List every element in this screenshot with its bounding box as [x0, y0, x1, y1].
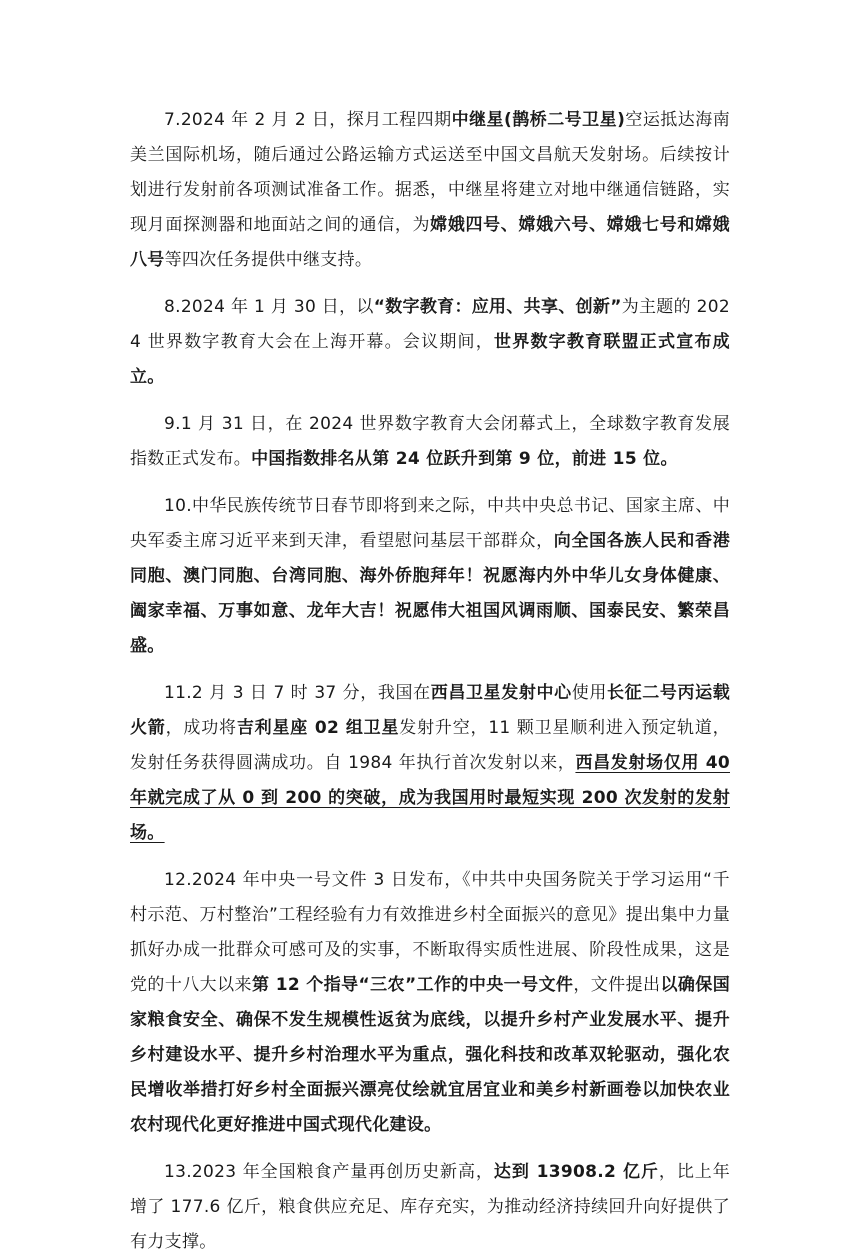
text-segment: 12.2024 年中央一号文件 3 日发布，《中共中央国务院关于学习运用“千村示范、万村整治”工程经验有力有效推进乡村全面振兴的意见》提出集中力量抓好办成一批群众可感可及的实事，不断取得实质性进展、阶段性成果，这是党的十八大以来 — [130, 870, 730, 995]
bold-segment: “数字教育：应用、共享、创新” — [373, 297, 622, 317]
document-page — [130, 103, 730, 1260]
text-segment: 8.2024 年 1 月 30 日，以 — [164, 297, 374, 317]
paragraph-spacer — [130, 851, 730, 863]
text-segment: ，比上年增了 177.6 亿斤，粮食供应充足、库存充实，为推动经济持续回升向好提供了有力支撑。 — [130, 1162, 730, 1252]
text-segment: ，成功将 — [165, 718, 237, 738]
bold-segment: 以确保国家粮食安全、确保不发生规模性返贫为底线，以提升乡村产业发展水平、提升乡村建设水平、提升乡村治理水平为重点，强化科技和改革双轮驱动，强化农民增收举措打好乡村全面振兴漂亮仗绘就宜居宜业和美乡村新画卷以加快农业农村现代化更好推进中国式现代化建设。 — [130, 975, 731, 1135]
paragraph-13 — [130, 1155, 730, 1260]
paragraph-8 — [130, 290, 730, 395]
bold-segment: 向全国各族人民和香港同胞、澳门同胞、台湾同胞、海外侨胞拜年！祝愿海内外中华儿女身体健康、阖家幸福、万事如意、龙年大吉！祝愿伟大祖国风调雨顺、国泰民安、繁荣昌盛。 — [130, 531, 730, 656]
text-segment: 13.2023 年全国粮食产量再创历史新高， — [164, 1162, 494, 1182]
paragraph-spacer — [130, 664, 730, 676]
paragraph-10 — [130, 489, 730, 664]
paragraph-7 — [130, 103, 730, 278]
paragraph-spacer — [130, 477, 730, 489]
paragraph-spacer — [130, 278, 730, 290]
paragraph-12 — [130, 863, 730, 1143]
text-segment: 10.中华民族传统节日春节即将到来之际，中共中央总书记、国家主席、中央军委主席习近平来到天津，看望慰问基层干部群众， — [130, 496, 730, 551]
bold-segment: 第 12 个指导“三农”工作的中央一号文件 — [251, 975, 574, 995]
text-segment: 11.2 月 3 日 7 时 37 分，我国在 — [164, 683, 431, 703]
underlined-bold-segment: 西昌发射场仅用 40 年就完成了从 0 到 200 的突破，成为我国用时最短实现 200 次发射的发射场。 — [130, 753, 730, 843]
paragraph-9 — [130, 407, 730, 477]
bold-segment: 世界数字教育联盟正式宣布成立。 — [130, 332, 730, 387]
paragraph-11 — [130, 676, 730, 851]
bold-segment: 中国指数排名从第 24 位跃升到第 9 位，前进 15 位。 — [251, 449, 678, 469]
text-segment: 为主题的 2024 世界数字教育大会在上海开幕。会议期间， — [130, 297, 730, 352]
text-segment: ，文件提出 — [573, 975, 661, 995]
text-segment: 9.1 月 31 日，在 2024 世界数字教育大会闭幕式上，全球数字教育发展指数正式发布。 — [130, 414, 730, 469]
bold-segment: 达到 13908.2 亿斤 — [493, 1162, 659, 1182]
paragraph-spacer — [130, 395, 730, 407]
bold-segment: 嫦娥四号、嫦娥六号、嫦娥七号和嫦娥八号 — [130, 215, 730, 270]
bold-segment: 长征二号丙运载火箭 — [130, 683, 730, 738]
text-segment: 7.2024 年 2 月 2 日，探月工程四期 — [164, 110, 452, 130]
text-segment: 空运抵达海南美兰国际机场，随后通过公路运输方式运送至中国文昌航天发射场。后续按计划进行发射前各项测试准备工作。据悉，中继星将建立对地中继通信链路，实现月面探测器和地面站之间的通信，为 — [130, 110, 730, 235]
text-segment: 等四次任务提供中继支持。 — [164, 250, 373, 270]
bold-segment: 吉利星座 02 组卫星 — [236, 718, 400, 738]
bold-segment: 西昌卫星发射中心 — [430, 683, 572, 703]
paragraph-spacer — [130, 1143, 730, 1155]
text-segment: 使用 — [571, 683, 607, 703]
bold-segment: 中继星(鹊桥二号卫星) — [451, 110, 626, 130]
text-segment: 发射升空，11 颗卫星顺利进入预定轨道，发射任务获得圆满成功。自 1984 年执行首次发射以来， — [130, 718, 730, 773]
